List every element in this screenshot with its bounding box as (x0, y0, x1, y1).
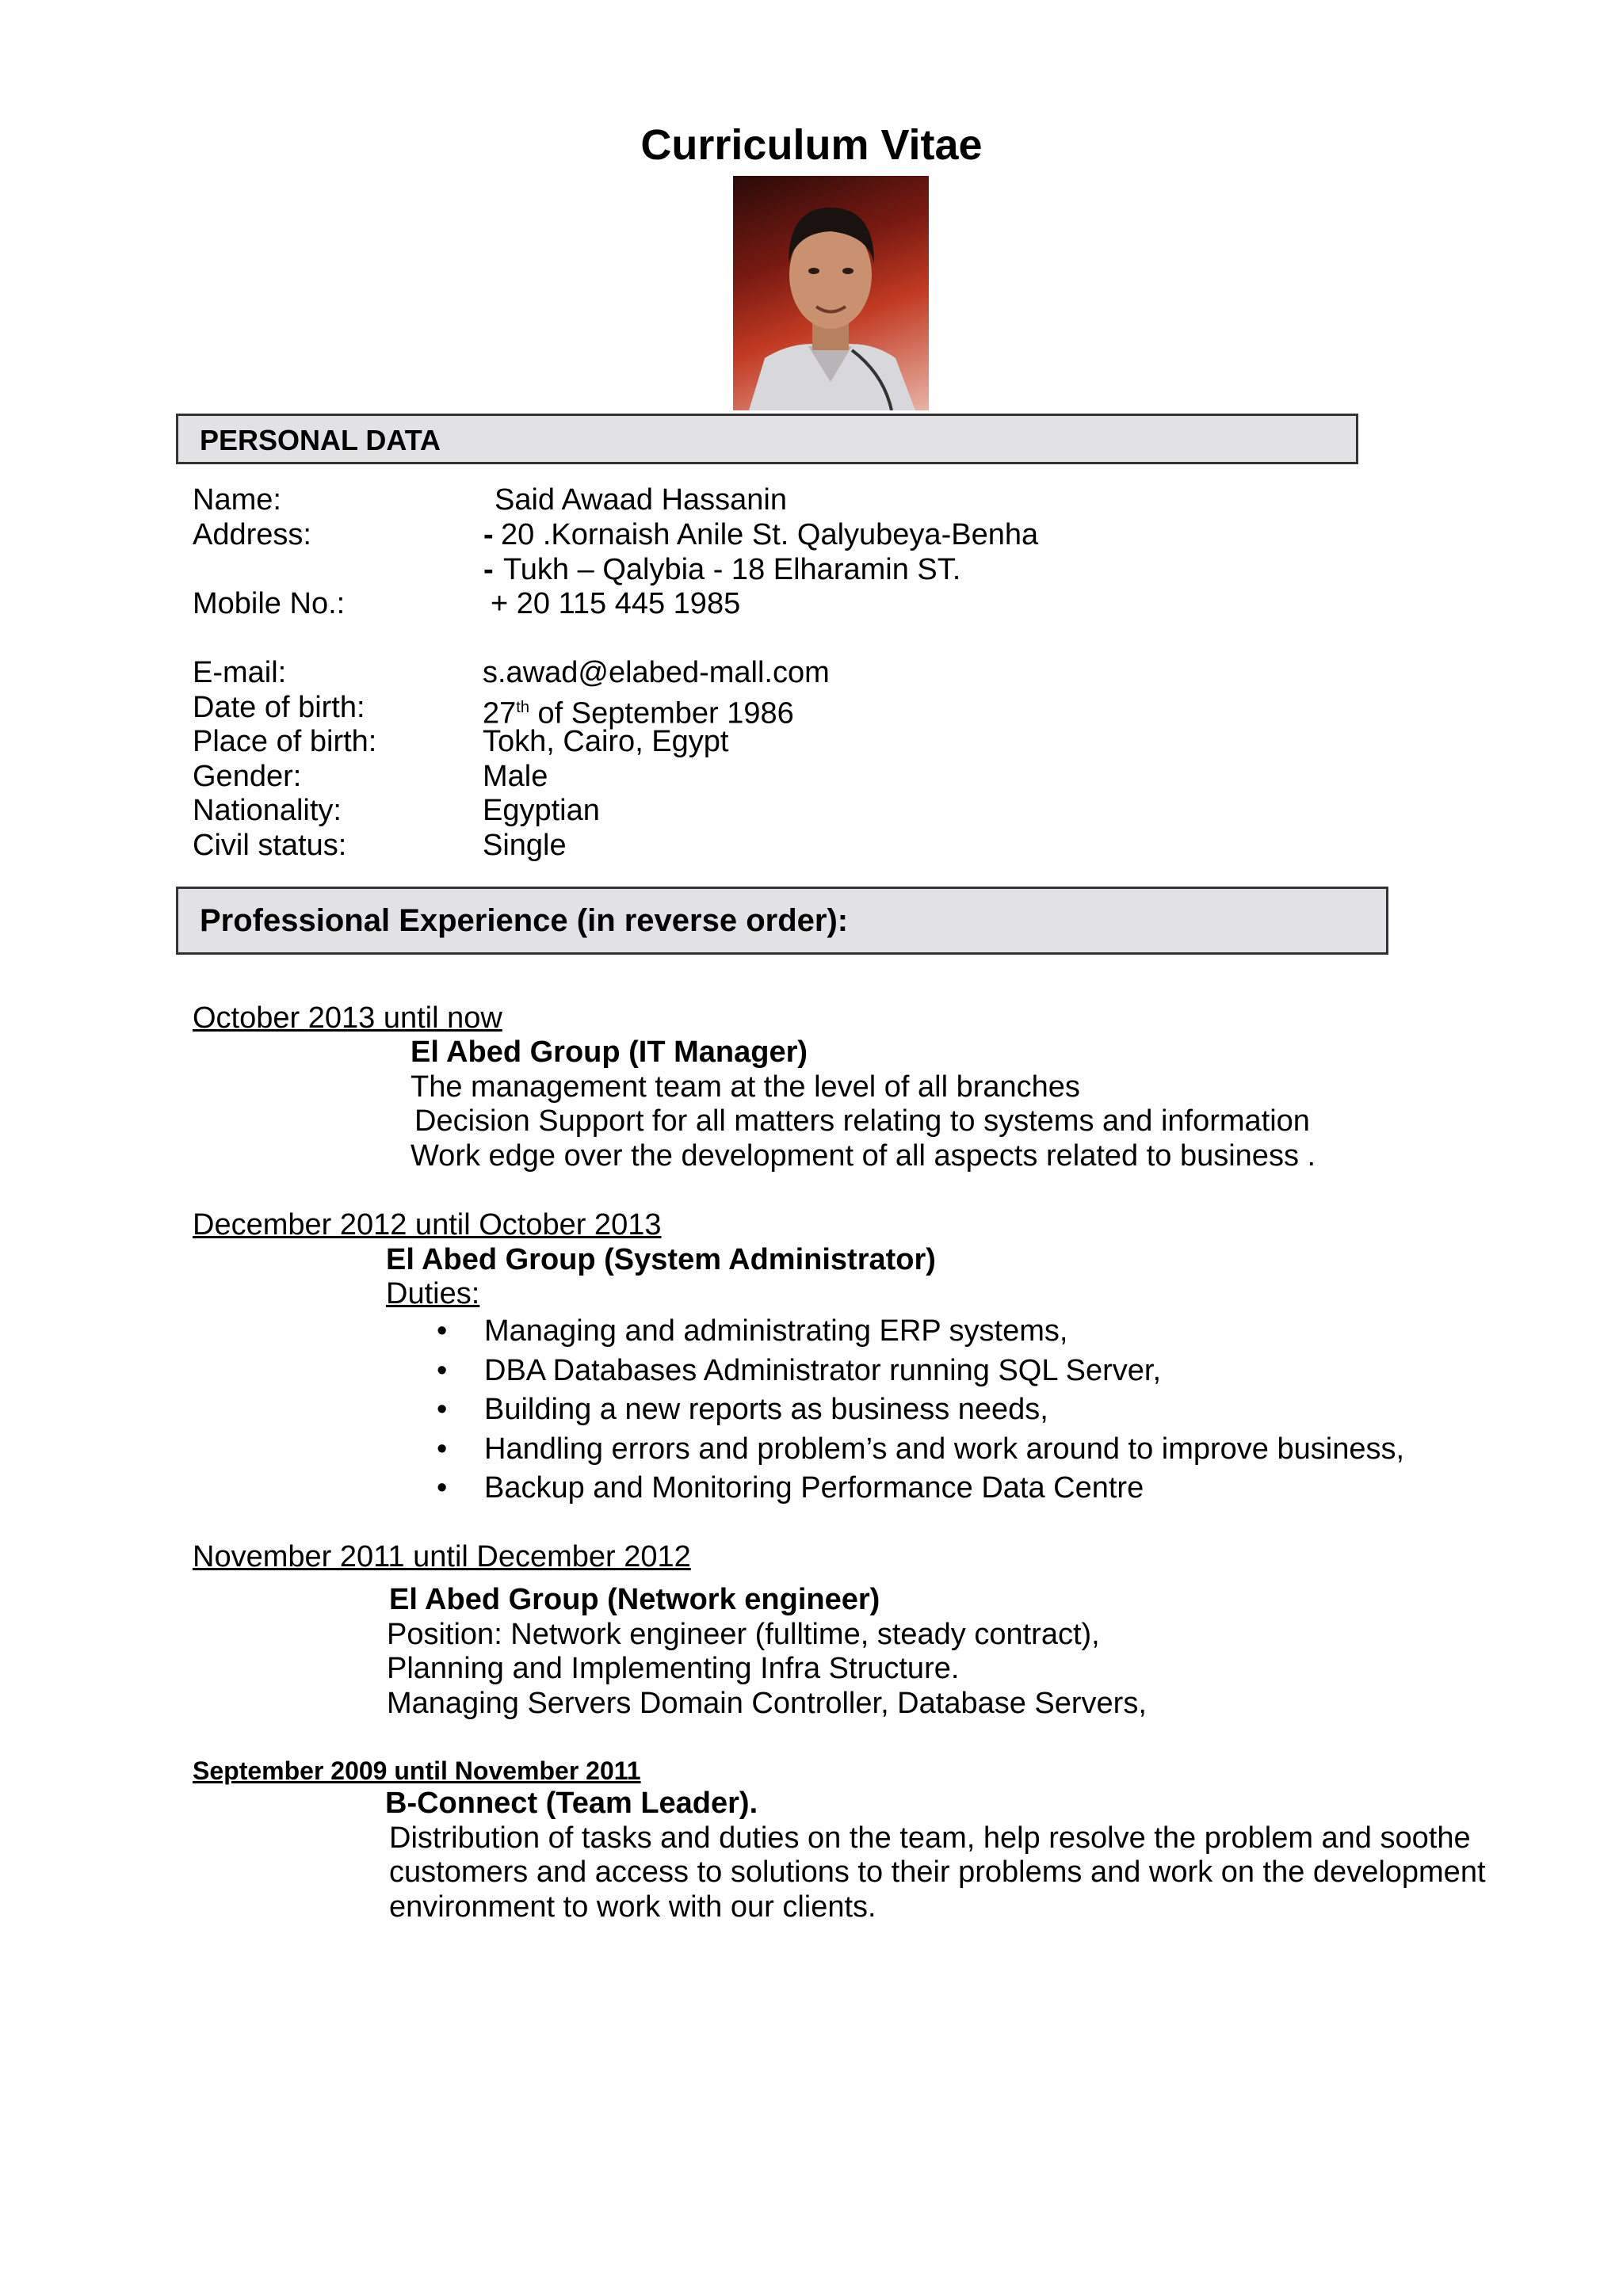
personal-data-title: PERSONAL DATA (200, 424, 441, 456)
job-1-line-3: Work edge over the development of all aspects related to business . (411, 1139, 1316, 1173)
bullet-icon: • (437, 1393, 448, 1426)
job-2-bullet-4: Handling errors and problem’s and work around to improve business, (484, 1432, 1405, 1466)
experience-title: Professional Experience (in reverse order): (200, 903, 849, 938)
value-dob: 27th of September 1986 (483, 696, 794, 730)
profile-photo (733, 176, 929, 410)
job-2-bullet-5: Backup and Monitoring Performance Data Centre (484, 1471, 1144, 1505)
value-name: Said Awaad Hassanin (495, 483, 787, 517)
label-dob: Date of birth: (193, 691, 365, 724)
job-1-period: October 2013 until now (193, 1001, 502, 1035)
job-2-duties-label: Duties: (386, 1277, 480, 1310)
job-2-bullet-2: DBA Databases Administrator running SQL Server, (484, 1354, 1162, 1387)
job-4-line-1: Distribution of tasks and duties on the team, help resolve the problem and soothe (389, 1821, 1471, 1855)
job-3-line-3: Managing Servers Domain Controller, Database Servers, (387, 1687, 1147, 1720)
job-3-role: El Abed Group (Network engineer) (389, 1583, 880, 1616)
job-2-bullet-1: Managing and administrating ERP systems, (484, 1314, 1068, 1348)
value-gender: Male (483, 760, 548, 793)
label-pob: Place of birth: (193, 725, 377, 758)
label-nationality: Nationality: (193, 794, 342, 827)
job-3-line-1: Position: Network engineer (fulltime, steady contract), (387, 1618, 1100, 1651)
job-1-role: El Abed Group (IT Manager) (411, 1035, 808, 1069)
job-3-period: November 2011 until December 2012 (193, 1540, 691, 1573)
job-3-line-2: Planning and Implementing Infra Structure. (387, 1652, 960, 1685)
bullet-icon: • (437, 1314, 448, 1348)
value-address-line2: Tukh – Qalybia - 18 Elharamin ST. (503, 553, 961, 586)
job-1-line-2: Decision Support for all matters relating to systems and information (414, 1104, 1310, 1138)
value-nationality: Egyptian (483, 794, 600, 827)
address-dash-1: - (483, 518, 494, 551)
job-2-role: El Abed Group (System Administrator) (386, 1243, 936, 1276)
label-mobile: Mobile No.: (193, 587, 346, 620)
bullet-icon: • (437, 1471, 448, 1505)
experience-header (176, 887, 1388, 955)
job-4-line-3: environment to work with our clients. (389, 1890, 876, 1924)
job-2-period: December 2012 until October 2013 (193, 1208, 662, 1241)
bullet-icon: • (437, 1432, 448, 1466)
value-email: s.awad@elabed-mall.com (483, 656, 830, 689)
job-2-bullet-3: Building a new reports as business needs, (484, 1393, 1048, 1426)
person-portrait-icon (733, 176, 929, 410)
job-1-line-1: The management team at the level of all branches (411, 1070, 1080, 1104)
bullet-icon: • (437, 1354, 448, 1387)
page-title: Curriculum Vitae (640, 121, 983, 169)
job-4-period: September 2009 until November 2011 (193, 1756, 641, 1785)
label-civil-status: Civil status: (193, 829, 347, 862)
job-4-role: B-Connect (Team Leader). (385, 1787, 758, 1820)
label-address: Address: (193, 518, 311, 551)
label-gender: Gender: (193, 760, 302, 793)
job-4-line-2: customers and access to solutions to their problems and work on the development (389, 1855, 1486, 1889)
value-mobile: + 20 115 445 1985 (491, 587, 741, 620)
label-name: Name: (193, 483, 281, 517)
value-address-line1: 20 .Kornaish Anile St. Qalyubeya-Benha (501, 518, 1039, 551)
value-pob: Tokh, Cairo, Egypt (483, 725, 729, 758)
value-civil-status: Single (483, 829, 567, 862)
address-dash-2: - (483, 553, 494, 586)
personal-data-header (176, 414, 1358, 464)
label-email: E-mail: (193, 656, 287, 689)
